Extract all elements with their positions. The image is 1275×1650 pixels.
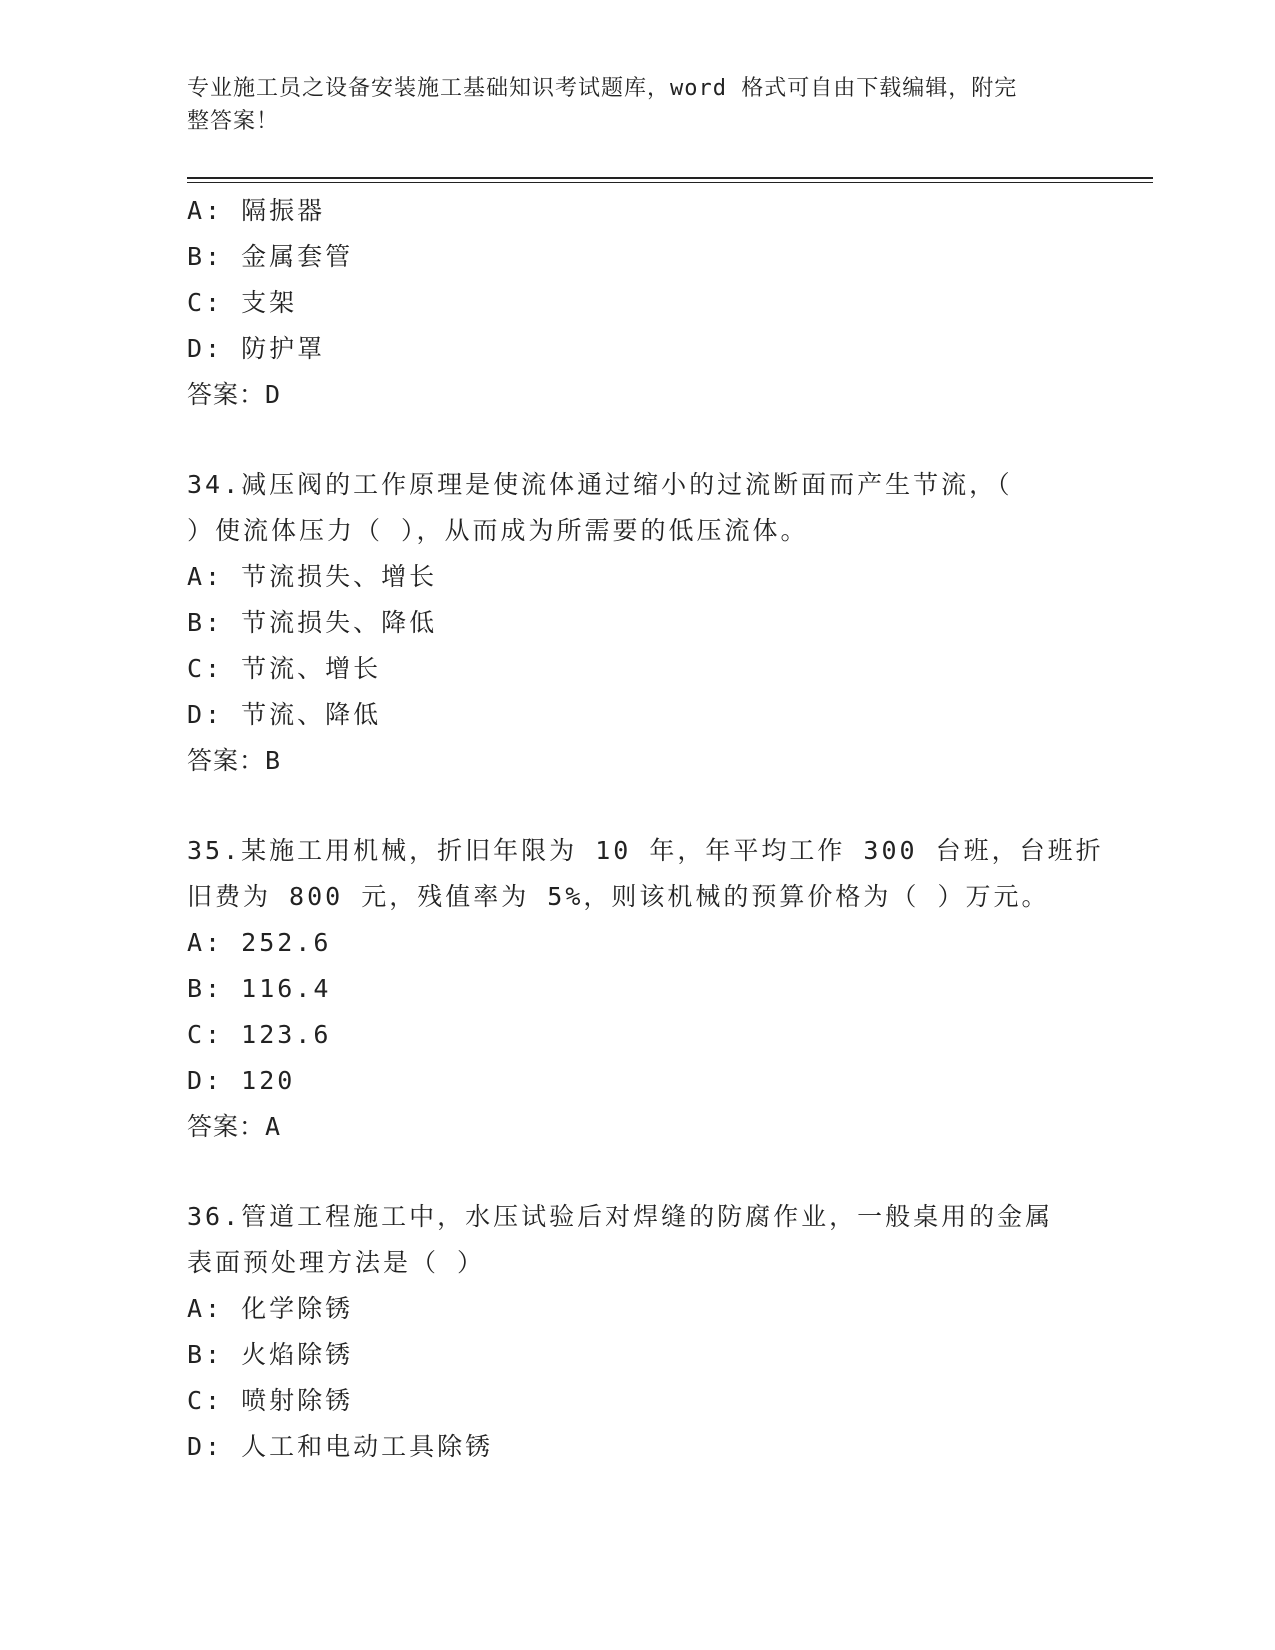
question-stem-line-2: ）使流体压力（ ），从而成为所需要的低压流体。 (187, 516, 809, 545)
option-d: D: 人工和电动工具除锈 (187, 1432, 494, 1461)
question-35 (187, 828, 1104, 1150)
option-c: C: 123.6 (187, 1020, 332, 1049)
document-header (187, 72, 1067, 138)
option-a: A: 化学除锈 (187, 1294, 354, 1323)
question-spacer (187, 418, 1087, 462)
header-divider-thin (187, 182, 1153, 183)
option-b: B: 火焰除锈 (187, 1340, 354, 1369)
question-spacer (187, 784, 1087, 828)
question-33-tail (187, 188, 1087, 418)
question-stem-line-2: 表面预处理方法是（ ） (187, 1248, 486, 1277)
option-c: C: 节流、增长 (187, 654, 382, 683)
option-c: C: 喷射除锈 (187, 1386, 354, 1415)
question-stem-line-2: 旧费为 800 元，残值率为 5%，则该机械的预算价格为（ ）万元。 (187, 882, 1050, 911)
question-spacer (187, 1150, 1087, 1194)
question-stem (187, 462, 1087, 554)
option-d: D: 120 (187, 1066, 296, 1095)
option-a: A: 252.6 (187, 928, 332, 957)
question-36 (187, 1194, 1087, 1470)
question-stem-line-1: 36.管道工程施工中，水压试验后对焊缝的防腐作业，一般桌用的金属 (187, 1202, 1054, 1231)
header-line-1: 专业施工员之设备安装施工基础知识考试题库，word 格式可自由下载编辑，附完 (187, 76, 1018, 101)
question-stem-line-1: 34.减压阀的工作原理是使流体通过缩小的过流断面而产生节流，（ (187, 470, 1013, 499)
option-c: C: 支架 (187, 288, 298, 317)
option-b: B: 金属套管 (187, 242, 354, 271)
question-stem-line-1: 35.某施工用机械，折旧年限为 10 年，年平均工作 300 台班，台班折 (187, 836, 1104, 865)
question-34 (187, 462, 1087, 784)
option-a: A: 隔振器 (187, 196, 326, 225)
question-stem (187, 1194, 1087, 1286)
answer-line: 答案：D (187, 380, 282, 409)
answer-line: 答案：B (187, 746, 282, 775)
header-line-2: 整答案！ (187, 109, 280, 134)
option-b: B: 节流损失、降低 (187, 608, 438, 637)
answer-line: 答案：A (187, 1112, 282, 1141)
option-a: A: 节流损失、增长 (187, 562, 438, 591)
option-d: D: 节流、降低 (187, 700, 382, 729)
option-d: D: 防护罩 (187, 334, 326, 363)
question-stem (187, 828, 1104, 920)
header-divider-thick (187, 177, 1153, 179)
option-b: B: 116.4 (187, 974, 332, 1003)
question-list (187, 188, 1104, 1470)
